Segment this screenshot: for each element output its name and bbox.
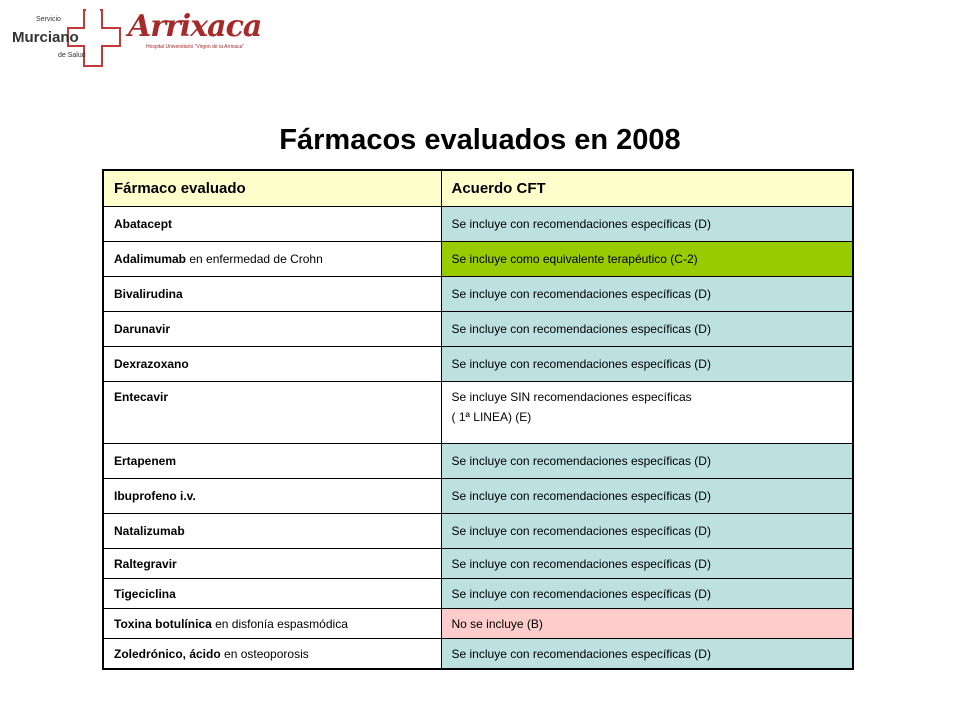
logo-smu-line3: de Salud — [58, 52, 86, 59]
table-header-row — [103, 170, 853, 207]
drug-name: Bivalirudina — [114, 287, 183, 301]
agreement-text: Se incluye con recomendaciones específicas (D) — [451, 217, 711, 231]
column-header-drug: Fármaco evaluado — [103, 170, 441, 207]
drug-name: Raltegravir — [114, 556, 177, 571]
agreement-cell — [441, 277, 853, 312]
drug-indication: en osteoporosis — [220, 646, 309, 661]
drug-name: Entecavir — [114, 390, 169, 404]
agreement-cell — [441, 382, 853, 444]
drug-cell — [103, 639, 441, 670]
table-body — [103, 207, 853, 670]
agreement-text: Se incluye con recomendaciones específicas (D) — [451, 287, 711, 301]
table-row — [103, 207, 853, 242]
drug-name: Zoledrónico, ácido — [114, 646, 221, 661]
drug-cell — [103, 514, 441, 549]
agreement-cell — [441, 207, 853, 242]
drug-name: Adalimumab — [114, 252, 187, 266]
table-row — [103, 347, 853, 382]
table-row — [103, 444, 853, 479]
logo-smu-line2: Murciano — [12, 29, 79, 46]
drug-cell — [103, 207, 441, 242]
table-row — [103, 277, 853, 312]
table-row — [103, 382, 853, 444]
agreement-text: No se incluye (B) — [451, 616, 543, 631]
drug-name: Abatacept — [114, 217, 173, 231]
logo-smu-line1: Servicio — [36, 16, 61, 23]
agreement-cell — [441, 609, 853, 639]
agreement-text: Se incluye con recomendaciones específicas (D) — [451, 357, 711, 371]
table-row — [103, 514, 853, 549]
agreement-cell — [441, 347, 853, 382]
agreement-text: Se incluye con recomendaciones específicas (D) — [451, 454, 711, 468]
page-title: Fármacos evaluados en 2008 — [279, 124, 681, 156]
agreement-cell — [441, 444, 853, 479]
agreement-text: Se incluye con recomendaciones específicas (D) — [451, 586, 711, 601]
agreement-cell — [441, 639, 853, 670]
logo-arrixaca-subtitle: Hospital Universitario "Virgen de la Arrixaca" — [146, 44, 245, 50]
agreement-cell — [441, 479, 853, 514]
table-row — [103, 579, 853, 609]
drugs-table — [102, 169, 854, 670]
drug-name: Tigeciclina — [114, 586, 176, 601]
drug-cell — [103, 382, 441, 444]
drug-name: Dexrazoxano — [114, 357, 189, 371]
agreement-text: Se incluye con recomendaciones específicas (D) — [451, 646, 711, 661]
agreement-cell — [441, 549, 853, 579]
agreement-text: Se incluye con recomendaciones específicas (D) — [451, 322, 711, 336]
agreement-text-extra: ( 1ª LINEA) (E) — [451, 410, 532, 424]
drug-cell — [103, 277, 441, 312]
drug-name: Natalizumab — [114, 524, 185, 538]
drug-name: Darunavir — [114, 322, 171, 336]
table-row — [103, 639, 853, 670]
agreement-cell — [441, 312, 853, 347]
drug-cell — [103, 242, 441, 277]
drug-cell — [103, 444, 441, 479]
agreement-cell — [441, 579, 853, 609]
logo-arrixaca: Arrixaca — [128, 9, 262, 44]
drug-name: Toxina botulínica — [114, 616, 212, 631]
drug-indication: en enfermedad de Crohn — [186, 252, 323, 266]
header-logos — [8, 4, 262, 74]
column-header-agreement: Acuerdo CFT — [441, 170, 853, 207]
table-row — [103, 479, 853, 514]
drug-name: Ertapenem — [114, 454, 177, 468]
drug-cell — [103, 347, 441, 382]
drug-name: Ibuprofeno i.v. — [114, 489, 196, 503]
agreement-cell — [441, 514, 853, 549]
drug-cell — [103, 479, 441, 514]
drug-cell — [103, 579, 441, 609]
table-row — [103, 242, 853, 277]
table-row — [103, 312, 853, 347]
table-row — [103, 609, 853, 639]
drug-cell — [103, 609, 441, 639]
drug-cell — [103, 549, 441, 579]
agreement-cell — [441, 242, 853, 277]
agreement-text: Se incluye con recomendaciones específicas (D) — [451, 556, 711, 571]
agreement-text: Se incluye SIN recomendaciones específicas — [451, 390, 692, 404]
drug-cell — [103, 312, 441, 347]
agreement-text: Se incluye como equivalente terapéutico (C-2) — [451, 252, 698, 266]
table-row — [103, 549, 853, 579]
drug-indication: en disfonía espasmódica — [211, 616, 348, 631]
agreement-text: Se incluye con recomendaciones específicas (D) — [451, 489, 711, 503]
agreement-text: Se incluye con recomendaciones específicas (D) — [451, 524, 711, 538]
